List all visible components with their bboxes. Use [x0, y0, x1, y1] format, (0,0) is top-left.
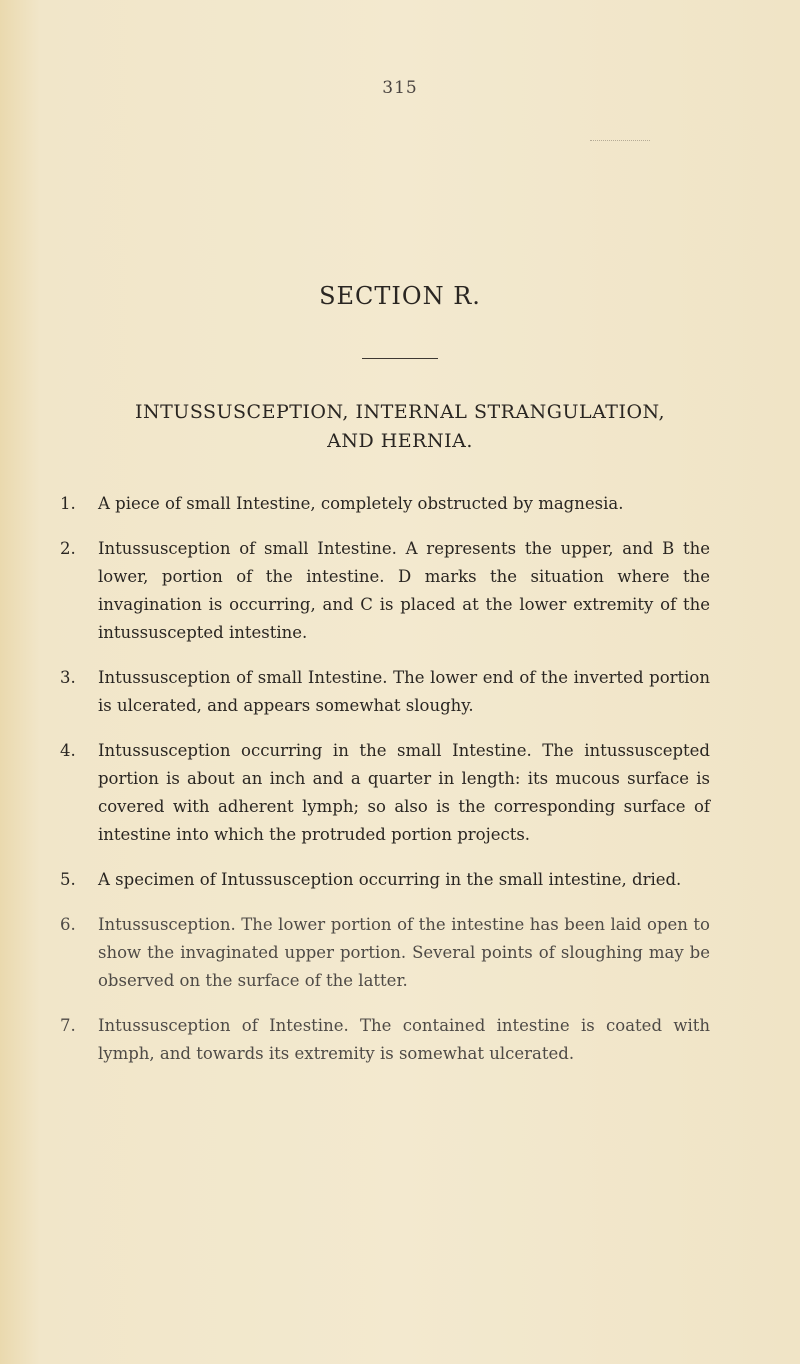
- specimen-entry-1: [60, 490, 710, 518]
- print-mark: [590, 140, 650, 143]
- entry-number: 2.: [60, 539, 76, 558]
- entry-text: Intussusception of small Intestine. The lower end of the inverted portion is ulcerated, and appears somewhat sloughy.: [98, 668, 710, 715]
- entry-number: 5.: [60, 870, 76, 889]
- entry-number: 6.: [60, 915, 76, 934]
- specimen-entry-6: [60, 911, 710, 995]
- entry-text: A specimen of Intussusception occurring in the small intestine, dried.: [98, 870, 682, 889]
- entry-number: 1.: [60, 494, 76, 513]
- entry-text: Intussusception. The lower portion of the intestine has been laid open to show the invaginated upper portion. Several points of sloughing may be observed on the surface of the latter.: [98, 915, 710, 990]
- entry-text: Intussusception of small Intestine. A represents the upper, and B the lower, portion of the intestine. D marks the situation where the invagination is occurring, and C is placed at the lower extremity of the intussuscepted intestine.: [98, 539, 710, 642]
- section-title: SECTION R.: [319, 282, 481, 310]
- section-heading: INTUSSUSCEPTION, INTERNAL STRANGULATION, AND HERNIA.: [135, 401, 665, 452]
- entry-number: 3.: [60, 668, 76, 687]
- entry-text: A piece of small Intestine, completely obstructed by magnesia.: [98, 494, 624, 513]
- specimen-entry-5: [60, 866, 710, 894]
- specimen-list: [60, 490, 710, 1085]
- entry-number: 7.: [60, 1016, 76, 1035]
- specimen-entry-3: [60, 664, 710, 720]
- specimen-entry-4: [60, 737, 710, 849]
- specimen-entry-7: [60, 1012, 710, 1068]
- section-divider: [362, 358, 438, 359]
- page-number: 315: [382, 78, 418, 98]
- entry-number: 4.: [60, 741, 76, 760]
- entry-text: Intussusception of Intestine. The contained intestine is coated with lymph, and towards its extremity is somewhat ulcerated.: [98, 1016, 710, 1063]
- entry-text: Intussusception occurring in the small Intestine. The intussuscepted portion is about an inch and a quarter in length: its mucous surface is covered with adherent lymph; so also is the corresponding surface of intestine into which the protruded portion projects.: [98, 741, 710, 844]
- specimen-entry-2: [60, 535, 710, 647]
